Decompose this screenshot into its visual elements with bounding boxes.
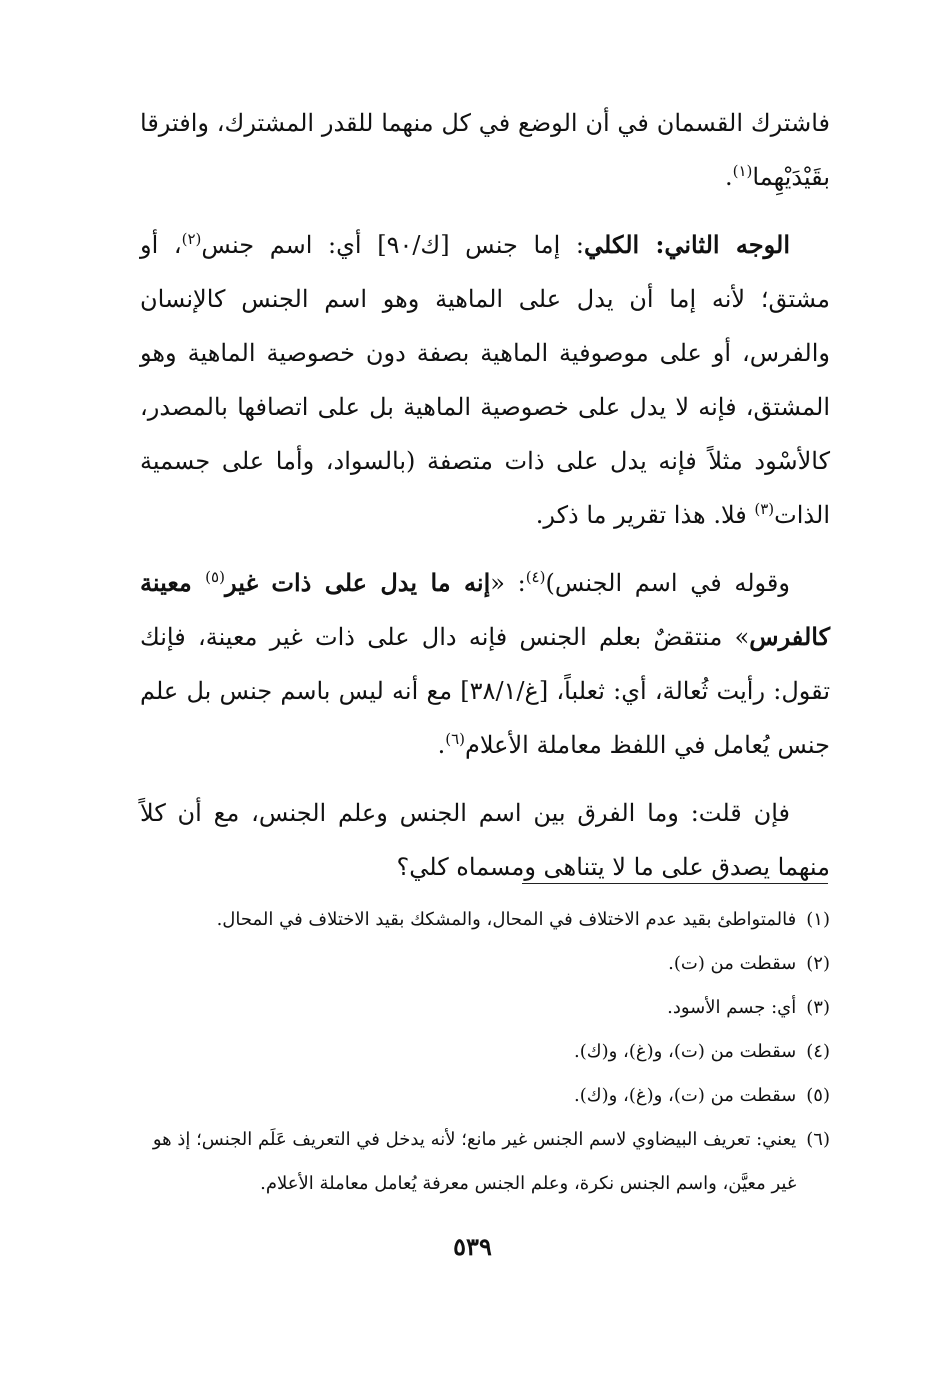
footnote-number: (٦) <box>806 1129 830 1150</box>
footnote-item <box>140 1030 830 1074</box>
paragraph-1-end: . <box>724 163 733 191</box>
paragraph-2-text-a: : إما جنس [ك/٩٠] أي: اسم جنس <box>201 231 584 259</box>
paragraph-1-line1: فاشترك القسمان في أن الوضع في كل منهما للقدر المشترك، وافترقا <box>140 109 830 137</box>
paragraph-2 <box>140 218 830 542</box>
footnote-separator <box>522 883 828 884</box>
paragraph-4 <box>140 786 830 894</box>
paragraph-2-text-c: فلا. هذا تقرير ما ذكر. <box>535 501 755 529</box>
footnote-ref-5: (٥) <box>205 568 225 586</box>
main-text <box>140 96 830 908</box>
footnote-text: سقطت من (ت)، و(غ)، و(ك). <box>574 1041 797 1062</box>
paragraph-3-bold-a: إنه ما يدل على ذات غير <box>224 568 491 597</box>
footnote-ref-3: (٣) <box>754 500 775 518</box>
footnote-text: سقطت من (ت)، و(غ)، و(ك). <box>574 1085 797 1106</box>
paragraph-2-lead: الوجه الثاني: الكلي <box>584 230 791 259</box>
paragraph-3-text-b: : « <box>490 569 526 597</box>
footnote-number: (٣) <box>806 997 830 1018</box>
footnote-item <box>140 1074 830 1118</box>
footnote-text: سقطت من (ت). <box>668 953 797 974</box>
footnote-number: (٤) <box>806 1041 830 1062</box>
paragraph-3-text-c: » منتقضٌ بعلم الجنس فإنه دال على ذات غير معينة، فإنك تقول: رأيت ثُعالة، أي: ثعلباً، [غ/٣٨/١] مع أنه ليس باسم جنس بل علم جنس يُعامل في اللفظ معاملة الأعلام <box>140 623 831 759</box>
footnote-item <box>140 1118 830 1206</box>
paragraph-1 <box>140 96 830 204</box>
footnote-ref-6: (٦) <box>445 730 465 748</box>
footnote-ref-4: (٤) <box>525 568 546 586</box>
paragraph-3-bold-b: معينة كالفرس <box>140 568 830 651</box>
footnote-text: يعني: تعريف البيضاوي لاسم الجنس غير مانع؛ لأنه يدخل في التعريف عَلَم الجنس؛ إذ هو غير معيَّن، واسم الجنس نكرة، وعلم الجنس معرفة يُعامل معاملة الأعلام. <box>152 1129 797 1194</box>
footnote-text: أي: جسم الأسود. <box>667 997 797 1018</box>
footnote-ref-2: (٢) <box>181 230 202 248</box>
footnote-number: (١) <box>806 909 830 930</box>
paragraph-3-text-a: وقوله في اسم الجنس) <box>545 569 790 597</box>
footnote-number: (٢) <box>806 953 830 974</box>
footnote-ref-1: (١) <box>732 162 753 180</box>
footnote-number: (٥) <box>806 1085 830 1106</box>
paragraph-1-line2: بقَيْدَيْهِما <box>752 163 830 191</box>
footnote-item <box>140 986 830 1030</box>
page-number: ٥٣٩ <box>453 1232 492 1261</box>
footnote-item <box>140 942 830 986</box>
paragraph-3 <box>140 556 830 772</box>
footnote-text: فالمتواطئ بقيد عدم الاختلاف في المحال، والمشكك بقيد الاختلاف في المحال. <box>216 909 797 930</box>
footnote-item <box>140 898 830 942</box>
paragraph-3-end: . <box>437 731 446 759</box>
paragraph-4-text: فإن قلت: وما الفرق بين اسم الجنس وعلم الجنس، مع أن كلاً منهما يصدق على ما لا يتناهى ومسماه كلي؟ <box>140 799 830 881</box>
paragraph-2-text-b: ، أو مشتق؛ لأنه إما أن يدل على الماهية وهو اسم الجنس كالإنسان والفرس، أو على موصوفية الماهية بصفة دون خصوصية الماهية وهو المشتق، فإنه لا يدل على خصوصية الماهية بل على اتصافها بالمصدر، كالأسْود مثلاً فإنه يدل على ذات متصفة (بالسواد، وأما على جسمية الذات <box>140 231 830 529</box>
footnotes <box>140 898 830 1206</box>
